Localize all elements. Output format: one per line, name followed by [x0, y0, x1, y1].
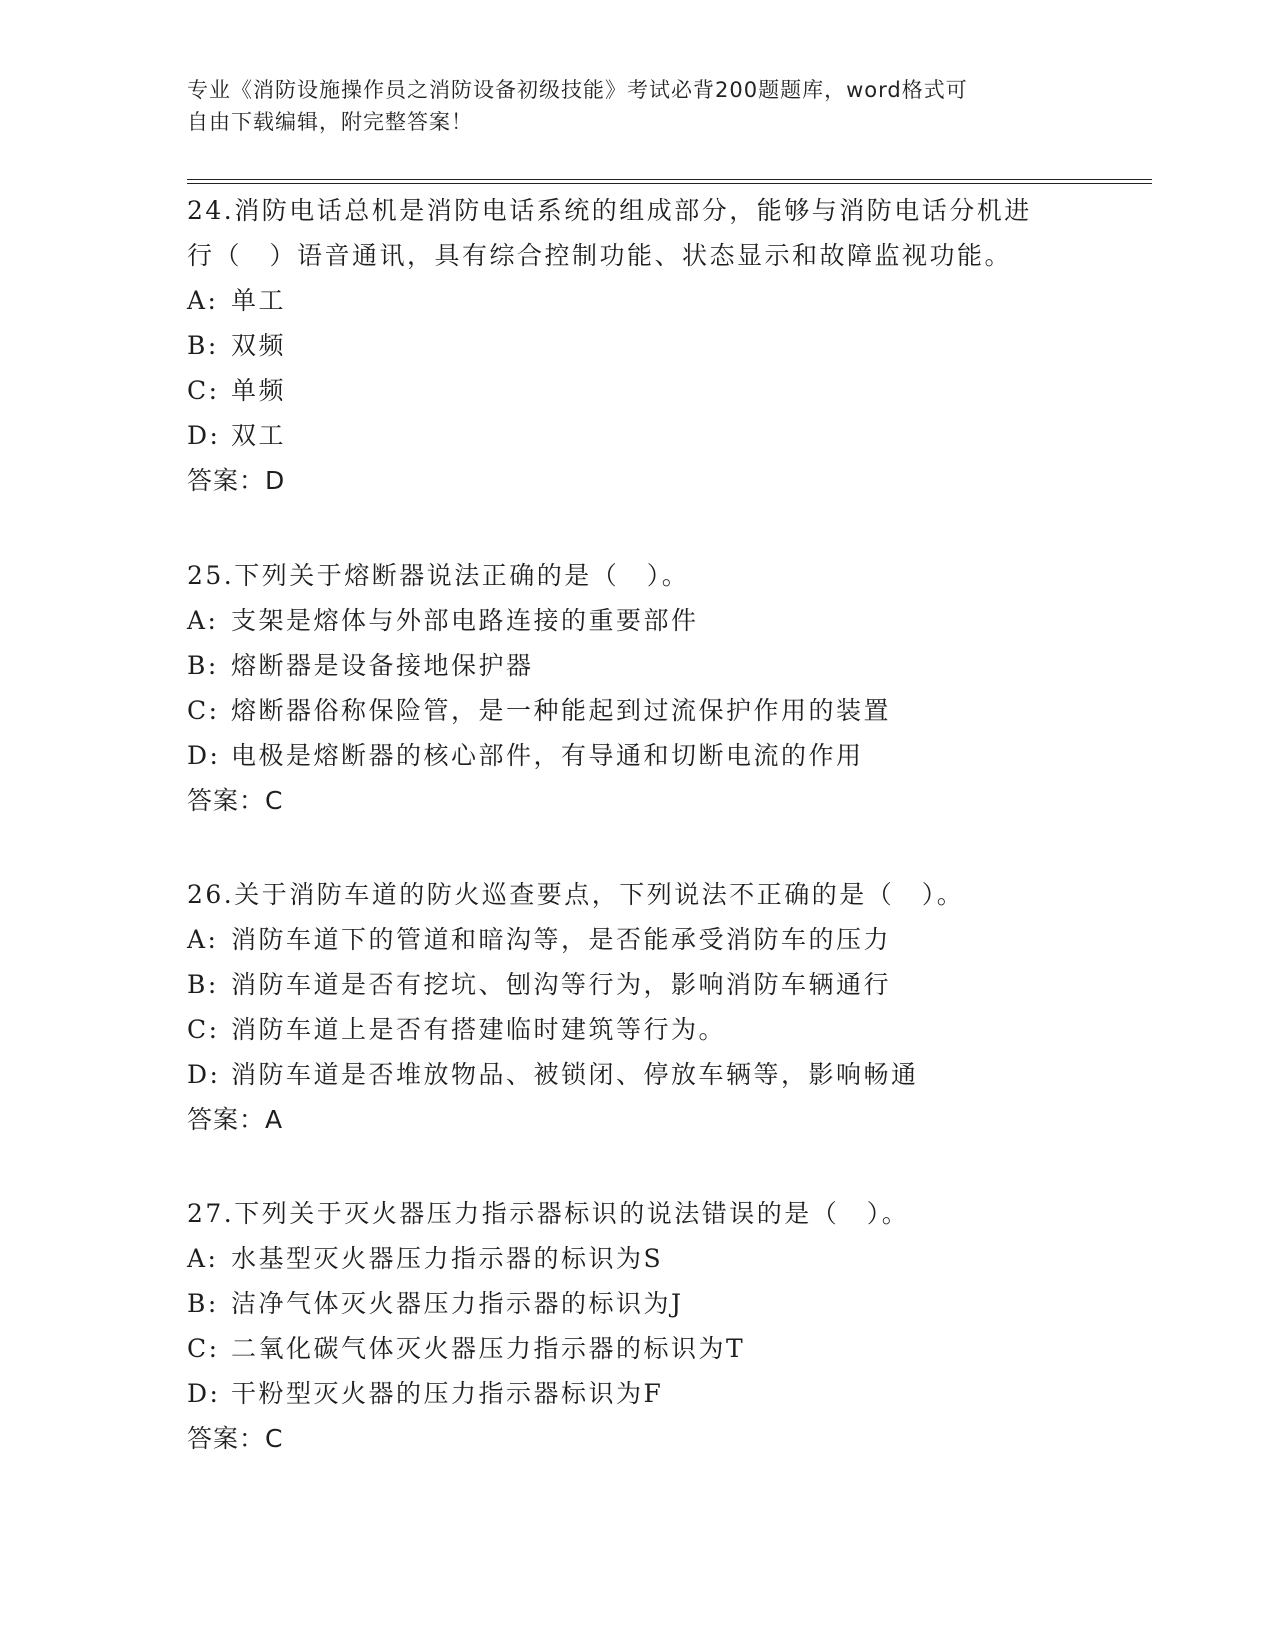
- option-text: 支架是熔体与外部电路连接的重要部件: [231, 606, 699, 635]
- option-letter: B:: [187, 331, 219, 360]
- question-27: [187, 1191, 1087, 1461]
- header-divider-top: [187, 179, 1152, 180]
- option-b: [187, 962, 1087, 1007]
- option-text: 熔断器俗称保险管，是一种能起到过流保护作用的装置: [231, 696, 892, 725]
- option-b: [187, 1281, 1087, 1326]
- option-text: 洁净气体灭火器压力指示器的标识为J: [231, 1289, 684, 1318]
- option-c: [187, 1326, 1087, 1371]
- answer: 答案：D: [187, 466, 286, 495]
- answer: 答案：C: [187, 786, 284, 815]
- question-stem: 24.消防电话总机是消防电话系统的组成部分，能够与消防电话分机进: [187, 196, 1032, 225]
- option-letter: A:: [187, 606, 219, 635]
- option-c: [187, 1007, 1087, 1052]
- option-b: [187, 643, 1087, 688]
- question-25: [187, 553, 1087, 823]
- option-a: [187, 278, 1087, 323]
- option-letter: B:: [187, 970, 219, 999]
- option-c: [187, 688, 1087, 733]
- option-letter: D:: [187, 1379, 221, 1408]
- answer: 答案：A: [187, 1105, 284, 1134]
- option-letter: B:: [187, 651, 219, 680]
- header-line-2: 自由下载编辑，附完整答案！: [187, 110, 473, 134]
- option-letter: C:: [187, 1334, 220, 1363]
- option-c: [187, 368, 1087, 413]
- option-letter: D:: [187, 741, 221, 770]
- answer: 答案：C: [187, 1424, 284, 1453]
- option-letter: D:: [187, 421, 221, 450]
- question-26: [187, 872, 1087, 1142]
- option-d: [187, 1052, 1087, 1097]
- option-text: 电极是熔断器的核心部件，有导通和切断电流的作用: [231, 741, 864, 770]
- question-stem: 25.下列关于熔断器说法正确的是（ ）。: [187, 561, 690, 590]
- option-letter: A:: [187, 925, 219, 954]
- option-b: [187, 323, 1087, 368]
- question-24: [187, 188, 1087, 503]
- option-a: [187, 917, 1087, 962]
- option-a: [187, 598, 1087, 643]
- option-text: 双频: [231, 331, 287, 360]
- option-text: 消防车道是否有挖坑、刨沟等行为，影响消防车辆通行: [231, 970, 892, 999]
- option-letter: C:: [187, 696, 220, 725]
- option-d: [187, 1371, 1087, 1416]
- option-letter: B:: [187, 1289, 219, 1318]
- option-d: [187, 413, 1087, 458]
- option-letter: C:: [187, 376, 220, 405]
- option-text: 干粉型灭火器的压力指示器标识为F: [231, 1379, 664, 1408]
- option-d: [187, 733, 1087, 778]
- option-letter: C:: [187, 1015, 220, 1044]
- option-text: 消防车道是否堆放物品、被锁闭、停放车辆等，影响畅通: [231, 1060, 919, 1089]
- option-text: 消防车道上是否有搭建临时建筑等行为。: [231, 1015, 727, 1044]
- document-header: [187, 74, 1087, 138]
- option-text: 消防车道下的管道和暗沟等，是否能承受消防车的压力: [231, 925, 892, 954]
- header-divider-bottom: [187, 183, 1152, 184]
- option-text: 水基型灭火器压力指示器的标识为S: [231, 1244, 664, 1273]
- header-line-1: 专业《消防设施操作员之消防设备初级技能》考试必背200题题库，word格式可: [187, 78, 968, 102]
- option-text: 二氧化碳气体灭火器压力指示器的标识为T: [231, 1334, 746, 1363]
- option-text: 熔断器是设备接地保护器: [231, 651, 534, 680]
- option-text: 单工: [231, 286, 287, 315]
- question-stem: 27.下列关于灭火器压力指示器标识的说法错误的是（ ）。: [187, 1199, 910, 1228]
- option-letter: A:: [187, 286, 219, 315]
- question-stem: 26.关于消防车道的防火巡查要点，下列说法不正确的是（ ）。: [187, 880, 965, 909]
- option-letter: D:: [187, 1060, 221, 1089]
- option-letter: A:: [187, 1244, 219, 1273]
- question-stem-continued: 行（ ）语音通讯，具有综合控制功能、状态显示和故障监视功能。: [187, 241, 1013, 270]
- option-text: 单频: [231, 376, 287, 405]
- option-a: [187, 1236, 1087, 1281]
- option-text: 双工: [231, 421, 287, 450]
